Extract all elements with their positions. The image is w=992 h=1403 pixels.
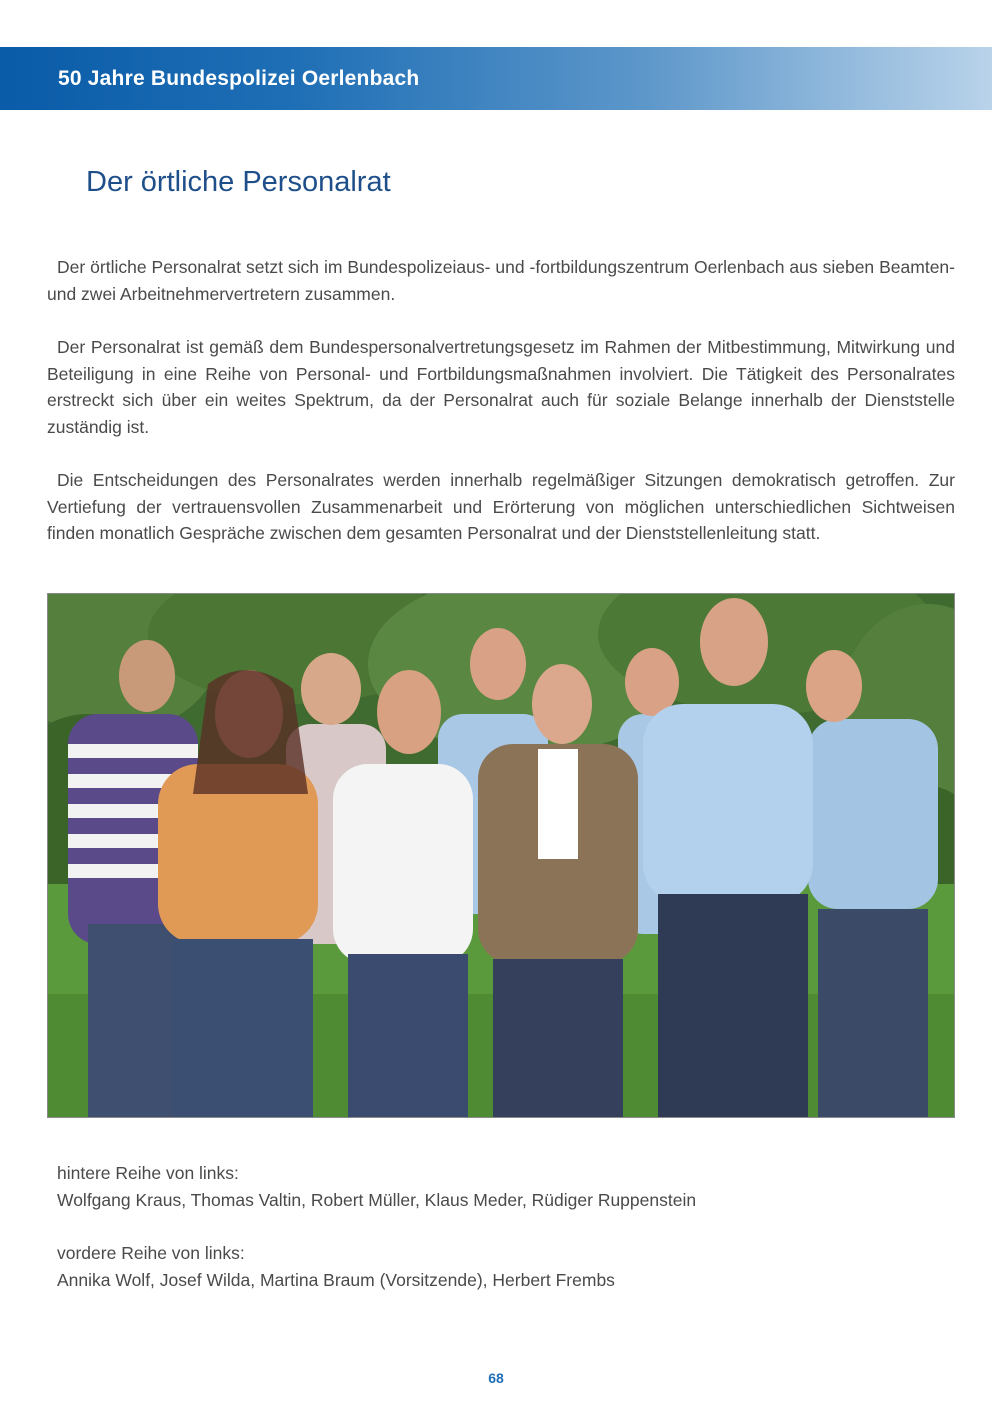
body-paragraph: Der Personalrat ist gemäß dem Bundespersonalvertretungsgesetz im Rahmen der Mitbestimmung, Mitwirkung und Beteiligung in eine Reihe von Personal- und Fortbildungsmaßnahmen involviert. Die Tätigkeit des Personalrates erstreckt sich über ein weites Spektrum, da der Personalrat auch für soziale Belange innerhalb der Dienststelle zuständig ist. xyxy=(47,337,955,437)
header-band xyxy=(0,47,992,110)
header-title: 50 Jahre Bundespolizei Oerlenbach xyxy=(58,67,420,90)
caption-front-row-label: vordere Reihe von links: xyxy=(57,1243,245,1263)
page-title: Der örtliche Personalrat xyxy=(86,166,391,198)
body-paragraph: Die Entscheidungen des Personalrates werden innerhalb regelmäßiger Sitzungen demokratisch getroffen. Zur Vertiefung der vertrauensvollen Zusammenarbeit und Erörterung von möglichen unterschiedlichen Sichtweisen finden monatlich Gespräche zwischen dem gesamten Personalrat und der Dienststellenleitung statt. xyxy=(47,470,955,544)
caption-front-row-names: Annika Wolf, Josef Wilda, Martina Braum (Vorsitzende), Herbert Frembs xyxy=(57,1270,615,1290)
caption-back-row-names: Wolfgang Kraus, Thomas Valtin, Robert Müller, Klaus Meder, Rüdiger Ruppenstein xyxy=(57,1190,697,1210)
group-photo xyxy=(47,593,955,1118)
caption-back-row-label: hintere Reihe von links: xyxy=(57,1163,239,1183)
body-paragraph: Der örtliche Personalrat setzt sich im Bundespolizeiaus- und -fortbildungszentrum Oerlenbach aus sieben Beamten- und zwei Arbeitnehmervertretern zusammen. xyxy=(47,257,955,304)
page-number: 68 xyxy=(488,1370,504,1386)
